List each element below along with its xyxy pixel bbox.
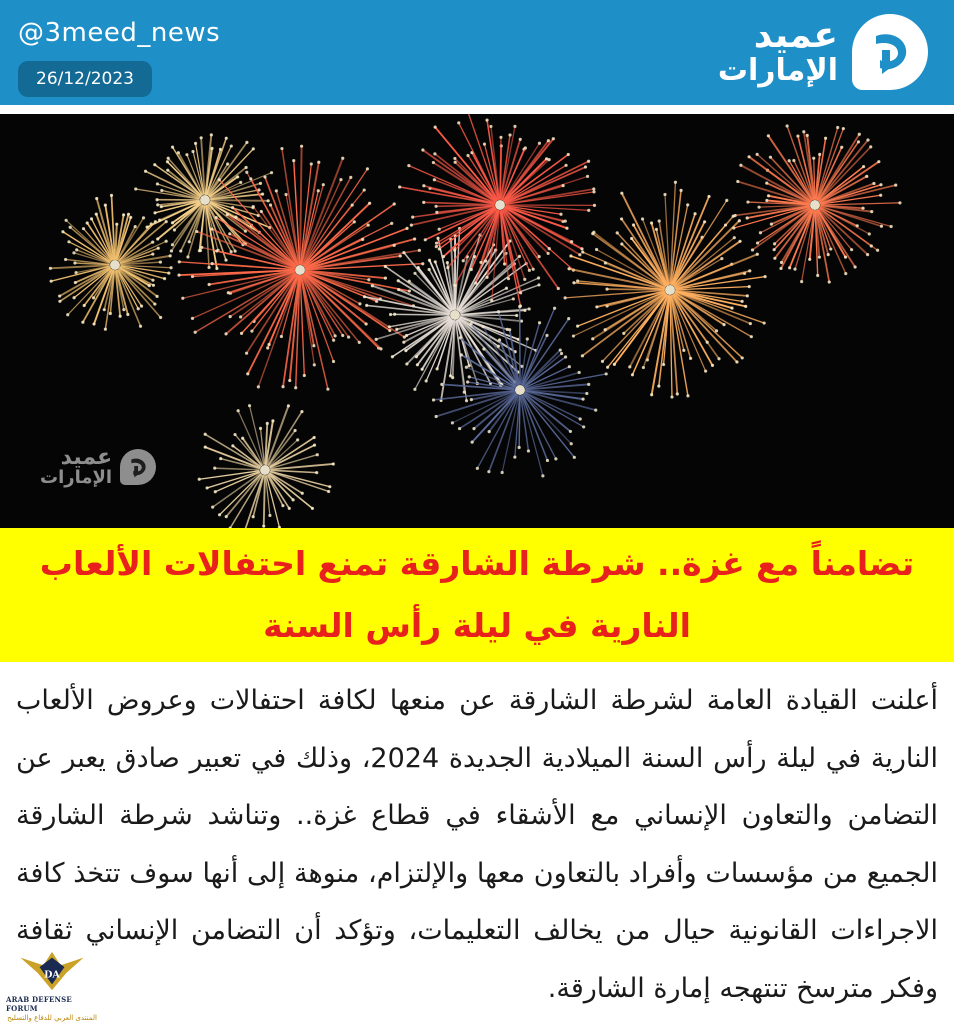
account-handle: @3meed_news	[18, 18, 221, 48]
logo-line2: الإمارات	[717, 53, 838, 89]
photo-watermark	[40, 446, 156, 488]
header-bar	[0, 0, 954, 105]
forum-name-ar: المنتدى العربي للدفاع والتسليح	[7, 1014, 97, 1022]
watermark-line1: عميد	[60, 445, 113, 470]
brand-logo	[718, 12, 928, 92]
headline-text: تضامناً مع غزة.. شرطة الشارقة تمنع احتفالات الألعاب النارية في ليلة رأس السنة	[39, 544, 915, 645]
forum-name-en: ARAB DEFENSE FORUM	[6, 995, 72, 1013]
article-body: أعلنت القيادة العامة لشرطة الشارقة عن منعها لكافة احتفالات وعروض الألعاب النارية في ليلة رأس السنة الميلادية الجديدة 2024، وذلك في تعبير صادق يعبر عن التضامن والتعاون الإنساني مع الأشقاء في قطاع غزة.. وتناشد شرطة الشارقة الجميع من مؤسسات وأفراد بالتعاون معها والإلتزام، منوهة إلى أنها سوف تتخذ كافة الاجراءات القانونية حيال من يخالف التعليمات، وتؤكد أن التضامن الإنساني ثقافة وفكر مترسخ تنتهجه إمارة الشارقة.	[16, 685, 938, 1004]
watermark-logo-icon	[120, 449, 156, 485]
forum-emblem-text: DA	[44, 969, 60, 981]
arab-defense-forum-emblem-icon	[17, 948, 87, 994]
date-badge: 26/12/2023	[18, 61, 152, 97]
watermark-line2: الإمارات	[40, 467, 113, 489]
logo-text	[717, 15, 838, 89]
3meed-logo-icon	[852, 14, 928, 90]
logo-line1: عميد	[753, 15, 838, 57]
forum-badge	[6, 948, 98, 1022]
watermark-text	[40, 446, 112, 488]
headline-banner	[0, 528, 954, 662]
